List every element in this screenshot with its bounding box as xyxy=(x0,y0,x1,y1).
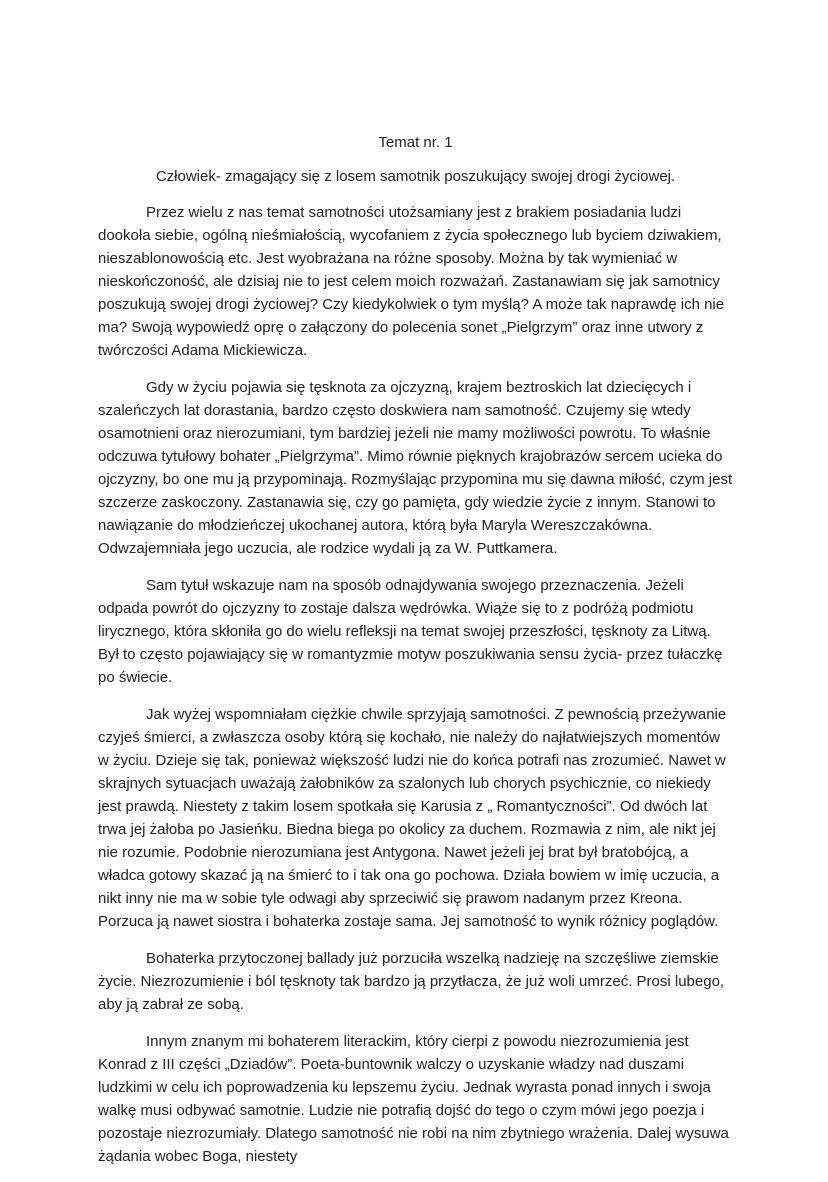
paragraph-5: Bohaterka przytoczonej ballady już porzuciła wszelką nadzieję na szczęśliwe ziemskie życie. Niezrozumienie i ból tęsknoty tak bardzo ją przytłacza, że już woli umrzeć. Prosi lubego, aby ją zabrał ze sobą. xyxy=(98,950,725,1013)
paragraph-4: Jak wyżej wspomniałam ciężkie chwile sprzyjają samotności. Z pewnością przeżywanie czyjeś śmierci, a zwłaszcza osoby którą się kochało, nie należy do najłatwiejszych momentów w życiu. Dzieje się tak, ponieważ większość ludzi nie do końca potrafi nas zrozumieć. Nawet w skrajnych sytuacjach uważają żałobników za szalonych lub chorych psychicznie, co niekiedy jest prawdą. Niestety z takim losem spotkała się Karusia z „ Romantyczności”. Od dwóch lat trwa jej żałoba po Jasieńku. Biedna biega po okolicy za duchem. Rozmawia z nim, ale nikt jej nie rozumie. Podobnie nierozumiana jest Antygona. Nawet jeżeli jej brat był bratobójcą, a władca gotowy skazać ją na śmierć to i tak ona go pochowa. Działa bowiem w imię uczucia, a nikt inny nie ma w sobie tyle odwagi aby sprzeciwić się prawom nadanym przez Kreona. Porzuca ją nawet siostra i bohaterka zostaje sama. Jej samotność to wynik różnicy poglądów. xyxy=(98,706,727,930)
page-title: Temat nr. 1 xyxy=(378,134,453,151)
paragraph-1: Przez wielu z nas temat samotności utożsamiany jest z brakiem posiadania ludzi dookoła siebie, ogólną nieśmiałością, wycofaniem z życia społecznego lub byciem dziwakiem, nieszablonowością etc. Jest wyobrażana na różne sposoby. Można by tak wymieniać w nieskończoność, ale dzisiaj nie to jest celem moich rozważań. Zastanawiam się jak samotnicy poszukują swojej drogi życiowej? Czy kiedykolwiek o tym myślą? A może tak naprawdę ich nie ma? Swoją wypowiedź oprę o załączony do polecenia sonet „Pielgrzym” oraz inne utwory z twórczości Adama Mickiewicza. xyxy=(98,204,725,359)
essay-topic: Człowiek- zmagający się z losem samotnik poszukujący swojej drogi życiowej. xyxy=(155,168,676,185)
paragraph-2: Gdy w życiu pojawia się tęsknota za ojczyzną, krajem beztroskich lat dziecięcych i szaleńczych lat dorastania, bardzo często doskwiera nam samotność. Czujemy się wtedy osamotnieni oraz nierozumiani, tym bardziej jeżeli nie mamy możliwości powrotu. To właśnie odczuwa tytułowy bohater „Pielgrzyma”. Mimo równie pięknych krajobrazów sercem ucieka do ojczyzny, bo one mu ją przypominają. Rozmyślając przypomina mu się dawna miłość, czym jest szczerze zaskoczony. Zastanawia się, czy go pamięta, gdy wiedzie życie z innym. Stanowi to nawiązanie do młodzieńczej ukochanej autora, którą była Maryla Wereszczakówna. Odwzajemniała jego uczucia, ale rodzice wydali ją za W. Puttkamera. xyxy=(98,379,733,557)
paragraph-3: Sam tytuł wskazuje nam na sposób odnajdywania swojego przeznaczenia. Jeżeli odpada powrót do ojczyzny to zostaje dalsza wędrówka. Wiąże się to z podróżą podmiotu lirycznego, która skłoniła go do wielu refleksji na temat swojej przeszłości, tęsknoty za Litwą. Był to często pojawiający się w romantyzmie motyw poszukiwania sensu życia- przez tułaczkę po świecie. xyxy=(98,577,723,686)
paragraph-6: Innym znanym mi bohaterem literackim, który cierpi z powodu niezrozumienia jest Konrad z III części „Dziadów”. Poeta-buntownik walczy o uzyskanie władzy nad duszami ludzkimi w celu ich poprowadzenia ku lepszemu życiu. Jednak wyrasta ponad innych i swoja walkę musi odbywać samotnie. Ludzie nie potrafią dojść do tego o czym mówi jego poezja i pozostaje niezrozumiały. Dlatego samotność nie robi na nim zbytniego wrażenia. Dalej wysuwa żądania wobec Boga, niestety xyxy=(98,1033,729,1165)
document-body xyxy=(98,132,733,1182)
